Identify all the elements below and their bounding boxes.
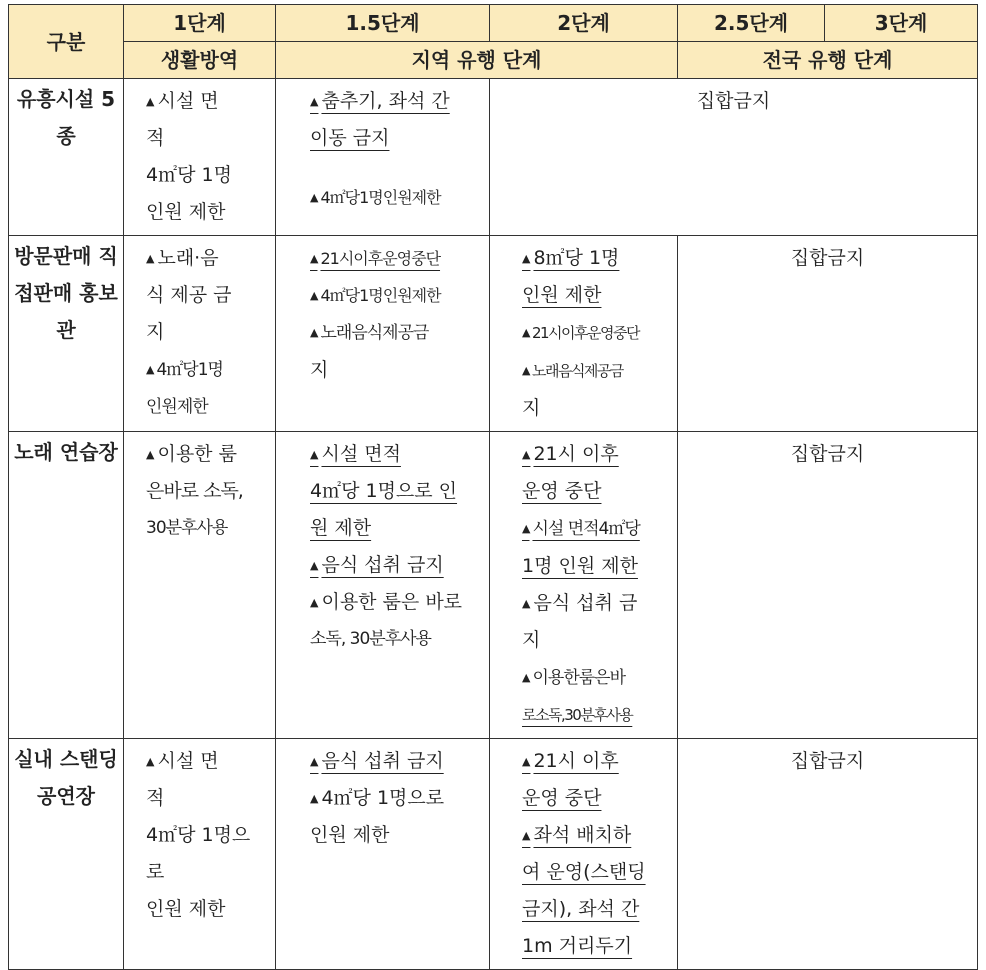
bullet-triangle-icon: ▲	[146, 95, 155, 108]
cell-text: 원 제한	[310, 517, 372, 539]
cell-text: 지	[522, 629, 541, 651]
cell-text: 1m 거리두기	[522, 935, 633, 957]
row-label-line: 연습장	[59, 440, 118, 464]
bullet-triangle-icon: ▲	[310, 289, 318, 302]
bullet-triangle-icon: ▲	[146, 755, 155, 768]
bullet-triangle-icon: ▲	[146, 252, 155, 265]
cell-text: 금지), 좌석 간	[522, 898, 640, 920]
bullet-triangle-icon: ▲	[310, 448, 319, 461]
row-label-karaoke	[9, 432, 124, 739]
cell-text: 지	[310, 359, 329, 381]
bullet-triangle-icon: ▲	[146, 448, 155, 461]
cell-text: 은바로 소독,	[146, 480, 243, 502]
header-stage-1: 1단계	[124, 5, 276, 42]
row-label-door-sales	[9, 236, 124, 432]
cell-door-sales-stage1-5	[276, 236, 490, 432]
bullet-triangle-icon: ▲	[310, 191, 318, 204]
cell-text: 4㎡당 1명으	[146, 824, 251, 846]
bullet-triangle-icon: ▲	[146, 363, 154, 376]
header-category: 구분	[9, 5, 124, 79]
bullet-triangle-icon: ▲	[522, 364, 529, 377]
bullet-triangle-icon: ▲	[310, 95, 319, 108]
row-label-entertainment	[9, 79, 124, 236]
cell-text: 1명 인원 제한	[522, 555, 638, 577]
bullet-triangle-icon: ▲	[522, 522, 530, 535]
cell-text: 21시이후운영중단	[320, 249, 441, 268]
bullet-triangle-icon: ▲	[522, 671, 530, 684]
bullet-triangle-icon: ▲	[522, 448, 531, 461]
cell-standing-venue-stage2	[490, 739, 678, 970]
cell-text: 21시 이후	[533, 750, 619, 772]
cell-text: 노래음식제공금	[320, 323, 429, 343]
bullet-triangle-icon: ▲	[310, 559, 319, 572]
cell-entertainment-stage2-3: 집합금지	[490, 79, 978, 236]
cell-text: 식 제공 금	[146, 284, 232, 306]
distancing-stage-table	[8, 4, 978, 970]
header-sub-regional: 지역 유행 단계	[276, 42, 678, 79]
row-label-line: 방문판매	[14, 244, 92, 268]
cell-text: 노래·음	[157, 247, 219, 269]
cell-text: 운영 중단	[522, 480, 602, 502]
cell-text: 음식 섭취 금	[533, 592, 638, 614]
cell-text: 운영 중단	[522, 787, 602, 809]
bullet-triangle-icon: ▲	[310, 792, 319, 805]
cell-text: 지	[146, 321, 165, 343]
cell-text: 인원제한	[146, 397, 208, 417]
row-label-line: 5종	[56, 87, 116, 148]
row-label-line: 공연장	[37, 784, 95, 808]
cell-text: 시설 면	[157, 750, 219, 772]
cell-text: 21시이후운영중단	[531, 324, 639, 342]
cell-karaoke-stage2	[490, 432, 678, 739]
cell-text: 로	[146, 861, 165, 883]
header-sub-daily: 생활방역	[124, 42, 276, 79]
row-label-standing-venue	[9, 739, 124, 970]
cell-text: 음식 섭취 금지	[321, 750, 444, 772]
cell-text: 좌석 배치하	[533, 824, 632, 846]
cell-door-sales-stage2-5-3: 집합금지	[678, 236, 978, 432]
cell-text: 인원 제한	[146, 898, 226, 920]
cell-text: 시설 면적4㎡당	[532, 519, 640, 539]
bullet-triangle-icon: ▲	[522, 829, 531, 842]
header-stage-2-5: 2.5단계	[678, 5, 825, 42]
cell-karaoke-stage2-5-3: 집합금지	[678, 432, 978, 739]
bullet-triangle-icon: ▲	[310, 755, 319, 768]
cell-text: 적	[146, 787, 165, 809]
cell-door-sales-stage2	[490, 236, 678, 432]
cell-text: 시설 면적	[321, 443, 401, 465]
cell-text: 이동 금지	[310, 127, 390, 149]
cell-text: 적	[146, 127, 165, 149]
bullet-triangle-icon: ▲	[310, 326, 318, 339]
cell-text: 4㎡당 1명으로 인	[310, 480, 458, 502]
cell-text: 이용한 룸은 바로	[321, 591, 463, 613]
row-label-line: 유흥시설	[16, 87, 95, 111]
row-label-line: 직접판매	[14, 244, 118, 305]
bullet-triangle-icon: ▲	[522, 252, 531, 265]
cell-text: 인원 제한	[310, 824, 390, 846]
row-label-line: 스탠딩	[59, 747, 118, 771]
cell-karaoke-stage1	[124, 432, 276, 739]
cell-text: 여 운영(스탠딩	[522, 861, 646, 883]
bullet-triangle-icon: ▲	[310, 252, 318, 265]
cell-text: 21시 이후	[533, 443, 619, 465]
cell-text: 노래음식제공금	[531, 362, 623, 380]
bullet-triangle-icon: ▲	[522, 326, 529, 339]
cell-standing-venue-stage1-5	[276, 739, 490, 970]
cell-karaoke-stage1-5	[276, 432, 490, 739]
bullet-triangle-icon: ▲	[310, 596, 319, 609]
row-label-line: 홍보관	[56, 281, 118, 342]
bullet-triangle-icon: ▲	[522, 597, 531, 610]
cell-text: 4㎡당1명인원제한	[320, 286, 441, 305]
cell-text: 음식 섭취 금지	[321, 554, 444, 576]
header-sub-national: 전국 유행 단계	[678, 42, 978, 79]
bullet-triangle-icon: ▲	[522, 755, 531, 768]
cell-text: 4㎡당1명	[156, 360, 223, 380]
header-stage-2: 2단계	[490, 5, 678, 42]
cell-text: 4㎡당1명인원제한	[320, 188, 441, 207]
cell-text: 이용한룸은바	[532, 668, 626, 688]
cell-door-sales-stage1	[124, 236, 276, 432]
cell-standing-venue-stage2-5-3: 집합금지	[678, 739, 978, 970]
cell-text: 인원 제한	[522, 284, 602, 306]
cell-standing-venue-stage1	[124, 739, 276, 970]
cell-text: 4㎡당 1명으로	[321, 787, 445, 809]
cell-text: 8㎡당 1명	[533, 247, 620, 269]
row-label-line: 실내	[14, 747, 53, 771]
header-stage-3: 3단계	[825, 5, 978, 42]
cell-text: 로소독,30분후사용	[522, 706, 633, 724]
row-label-line: 노래	[14, 440, 53, 464]
cell-text: 소독, 30분후사용	[310, 629, 431, 649]
header-stage-1-5: 1.5단계	[276, 5, 490, 42]
cell-text: 4㎡당 1명	[146, 164, 232, 186]
cell-entertainment-stage1	[124, 79, 276, 236]
cell-text: 춤추기, 좌석 간	[321, 90, 450, 112]
cell-text: 지	[522, 397, 541, 419]
cell-text: 인원 제한	[146, 201, 226, 223]
cell-text: 이용한 룸	[157, 443, 237, 465]
cell-text: 시설 면	[157, 90, 219, 112]
cell-text: 30분후사용	[146, 518, 228, 538]
cell-entertainment-stage1-5	[276, 79, 490, 236]
